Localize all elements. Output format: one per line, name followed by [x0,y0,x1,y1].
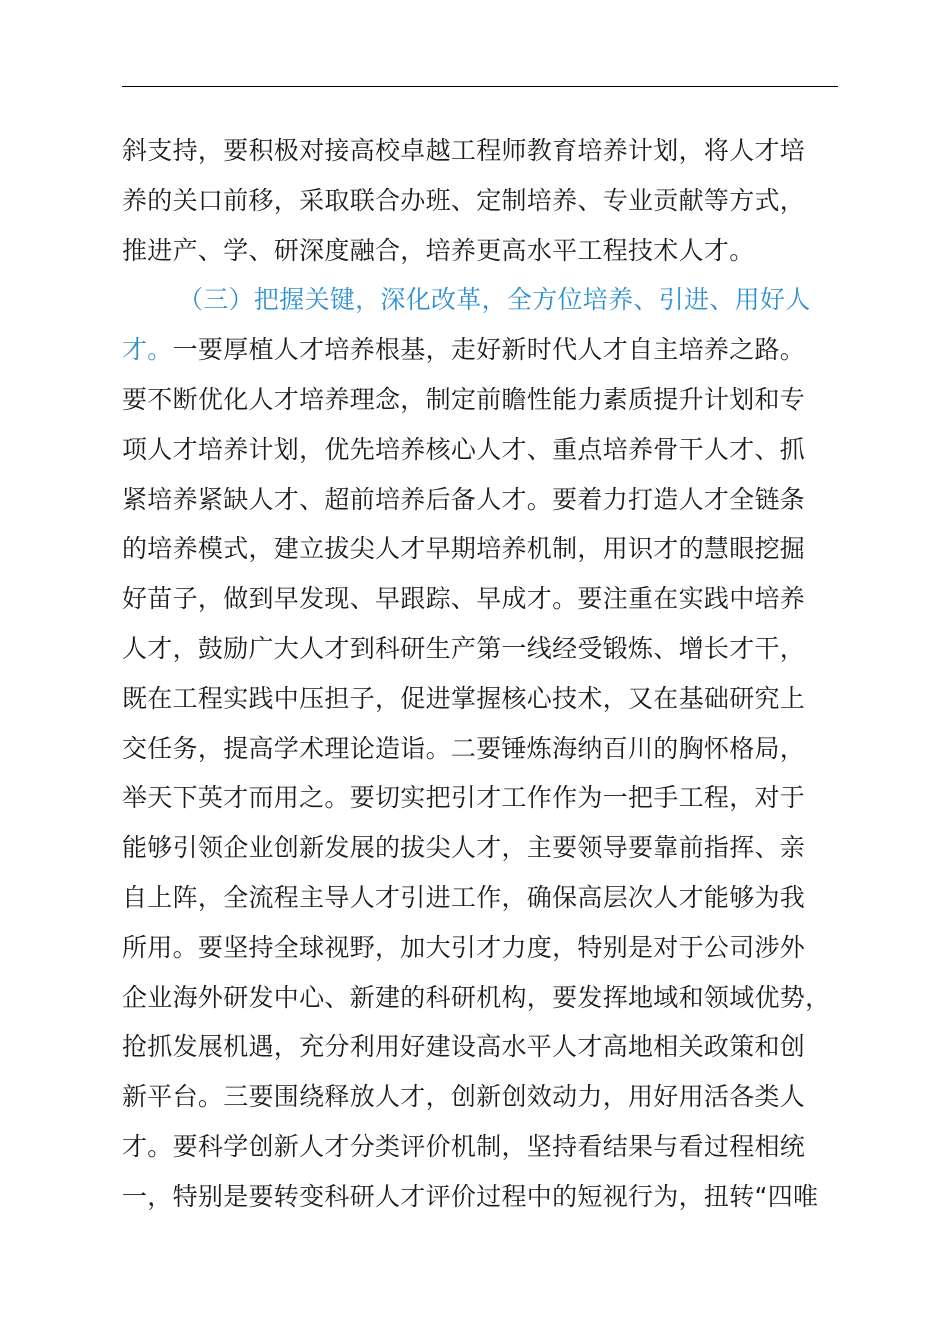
body-text [122,126,867,1222]
text-line: 养的关口前移，采取联合办班、定制培养、专业贡献等方式， [122,185,806,215]
section-heading: （三）把握关键，深化改革，全方位培养、引进、用好人 [178,285,811,315]
text-line: 人才，鼓励广大人才到科研生产第一线经受锻炼、增长才干， [122,633,806,663]
text-line: 能够引领企业创新发展的拔尖人才，主要领导要靠前指挥、亲 [122,833,806,863]
text-line: 抢抓发展机遇，充分利用好建设高水平人才高地相关政策和创 [122,1032,806,1062]
text-line: 一，特别是要转变科研人才评价过程中的短视行为，扭转“四唯 [122,1181,819,1211]
text-line: 新平台。三要围绕释放人才，创新创效动力，用好用活各类人 [122,1082,806,1112]
text-line: 所用。要坚持全球视野，加大引才力度，特别是对于公司涉外 [122,932,806,962]
text-run: 一要厚植人才培养根基，走好新时代人才自主培养之路。 [172,335,806,365]
text-line: 既在工程实践中压担子，促进掌握核心技术，又在基础研究上 [122,683,806,713]
section-heading-end: 才。 [122,335,173,365]
text-line: 举天下英才而用之。要切实把引才工作作为一把手工程，对于 [122,783,806,813]
text-line: 企业海外研发中心、新建的科研机构，要发挥地域和领域优势， [122,982,831,1012]
text-line: 交任务，提高学术理论造诣。二要锤炼海纳百川的胸怀格局， [122,733,806,763]
text-line: 好苗子，做到早发现、早跟踪、早成才。要注重在实践中培养 [122,584,806,614]
text-line: 项人才培养计划，优先培养核心人才、重点培养骨干人才、抓 [122,434,806,464]
text-line: 自上阵，全流程主导人才引进工作，确保高层次人才能够为我 [122,882,806,912]
text-line: 的培养模式，建立拔尖人才早期培养机制，用识才的慧眼挖掘 [122,534,806,564]
text-line: 紧培养紧缺人才、超前培养后备人才。要着力打造人才全链条 [122,484,806,514]
text-line: 推进产、学、研深度融合，培养更高水平工程技术人才。 [122,235,755,265]
header-rule [122,86,838,87]
text-line-mixed [122,325,867,375]
text-line: 斜支持，要积极对接高校卓越工程师教育培养计划，将人才培 [122,136,806,165]
text-line: 要不断优化人才培养理念，制定前瞻性能力素质提升计划和专 [122,384,806,414]
text-line: 才。要科学创新人才分类评价机制，坚持看结果与看过程相统 [122,1131,806,1161]
